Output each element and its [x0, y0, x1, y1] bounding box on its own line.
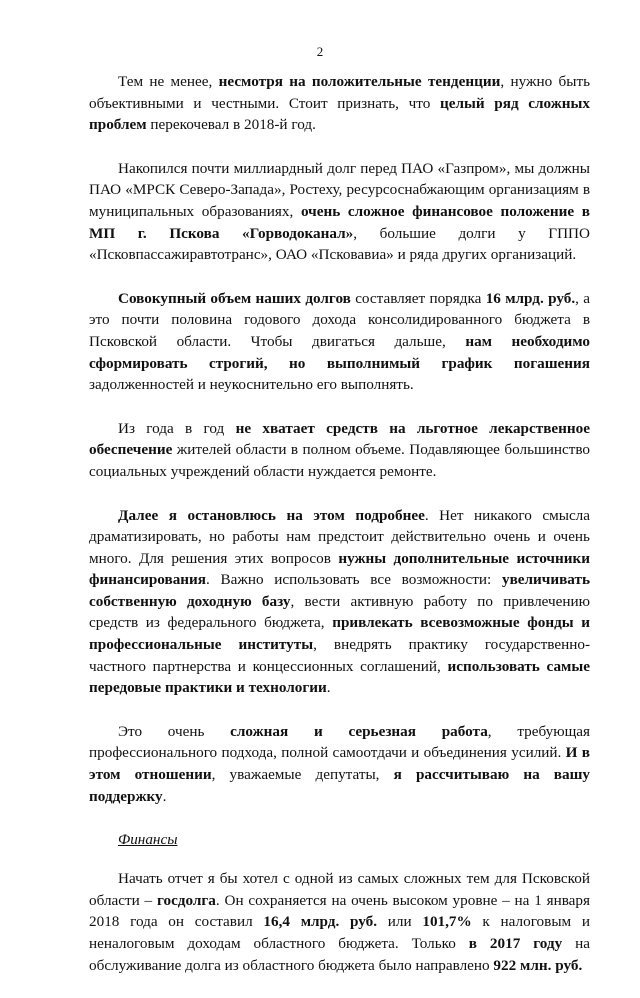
text-run: перекочевал в 2018-й год.: [146, 116, 316, 134]
bold-emphasis: 16 млрд. руб.: [485, 289, 576, 307]
text-run: Накопился почти миллиардный долг перед ПАО «Газпром», мы должны ПАО «МРСК Северо-Запада», Ростеху, ресурсоснабжающим организациям в муниципальных образованиях,: [89, 159, 590, 220]
paragraph-5: [89, 505, 590, 699]
text-run: . Нет никакого смысла драматизировать, но работы нам предстоит действительно очень и очень много. Для решения этих вопросов: [89, 506, 591, 567]
text-run: Это очень: [118, 722, 231, 740]
bold-emphasis: очень сложное финансовое положение в МП г. Пскова «Горводоканал»: [89, 202, 591, 242]
bold-emphasis: целый ряд сложных проблем: [89, 94, 590, 134]
document-body: [89, 71, 590, 998]
section-heading-finance: Финансы: [118, 831, 178, 849]
text-run: Из года в год: [118, 419, 236, 437]
text-run: на обслуживание долга из областного бюджета было направлено: [89, 935, 590, 974]
bold-emphasis: нам необходимо сформировать строгий, но выполнимый график погашения: [89, 332, 590, 372]
text-run: , уважаемые депутаты,: [211, 766, 394, 784]
bold-emphasis: в 2017 году: [468, 935, 563, 952]
text-run: задолженностей и неукоснительно его выполнять.: [89, 376, 414, 394]
text-run: , нужно быть объективными и честными. Стоит признать, что: [89, 73, 591, 112]
text-run: , внедрять практику государственно-частного партнерства и концессионных соглашений,: [89, 636, 591, 675]
bold-emphasis: 101,7%: [422, 913, 472, 931]
text-run: Начать отчет я бы хотел с одной из самых сложных тем для Псковской области –: [89, 870, 590, 909]
bold-emphasis: не хватает средств на льготное лекарственное обеспечение: [89, 419, 590, 459]
text-run: составляет порядка: [350, 289, 486, 307]
bold-emphasis: Далее я остановлюсь на этом подробнее: [118, 506, 425, 524]
paragraph-finance: [89, 868, 590, 976]
bold-emphasis: несмотря на положительные тенденции: [218, 73, 501, 90]
paragraph-6: [89, 721, 590, 807]
bold-emphasis: госдолга: [156, 891, 216, 909]
bold-emphasis: 922 млн. руб.: [493, 956, 583, 974]
bold-emphasis: использовать самые передовые практики и технологии: [89, 657, 590, 697]
paragraph-2: [89, 158, 590, 266]
text-run: к налоговым и неналоговым доходам областного бюджета. Только: [89, 913, 590, 952]
page-number: 2: [316, 44, 324, 59]
text-run: , большие долги у ГППО «Псковпассажиравтотранс», ОАО «Псковавиа» и ряда других организаций.: [89, 224, 590, 264]
text-run: , вести активную работу по привлечению средств из федерального бюджета,: [89, 592, 590, 632]
bold-emphasis: сложная и серьезная работа: [230, 722, 488, 740]
text-run: . Он сохраняется на очень высоком уровне – на 1 января 2018 года он составил: [89, 891, 590, 931]
text-run: или: [377, 913, 423, 931]
text-run: , а это почти половина годового дохода консолидированного бюджета в Псковской области. Чтобы двигаться дальше,: [89, 289, 590, 350]
bold-emphasis: привлекать всевозможные фонды и профессиональные институты: [89, 614, 590, 654]
text-run: .: [326, 679, 331, 697]
bold-emphasis: я рассчитываю на вашу поддержку: [89, 766, 590, 805]
bold-emphasis: нужны дополнительные источники финансирования: [89, 549, 590, 589]
bold-emphasis: И в этом отношении: [89, 744, 590, 784]
paragraph-1: [89, 71, 590, 136]
text-run: жителей области в полном объеме. Подавляющее большинство социальных учреждений области нуждается ремонте.: [89, 441, 590, 480]
text-run: , требующая профессионального подхода, полной самоотдачи и объединения усилий.: [89, 722, 590, 762]
text-run: . Важно использовать все возможности:: [206, 571, 502, 589]
text-run: Тем не менее,: [118, 73, 219, 90]
bold-emphasis: 16,4 млрд. руб.: [263, 913, 378, 931]
bold-emphasis: увеличивать собственную доходную базу: [89, 571, 590, 610]
bold-emphasis: Совокупный объем наших долгов: [118, 289, 351, 307]
paragraph-3: [89, 288, 590, 396]
paragraph-4: [89, 418, 590, 483]
text-run: .: [162, 787, 167, 805]
